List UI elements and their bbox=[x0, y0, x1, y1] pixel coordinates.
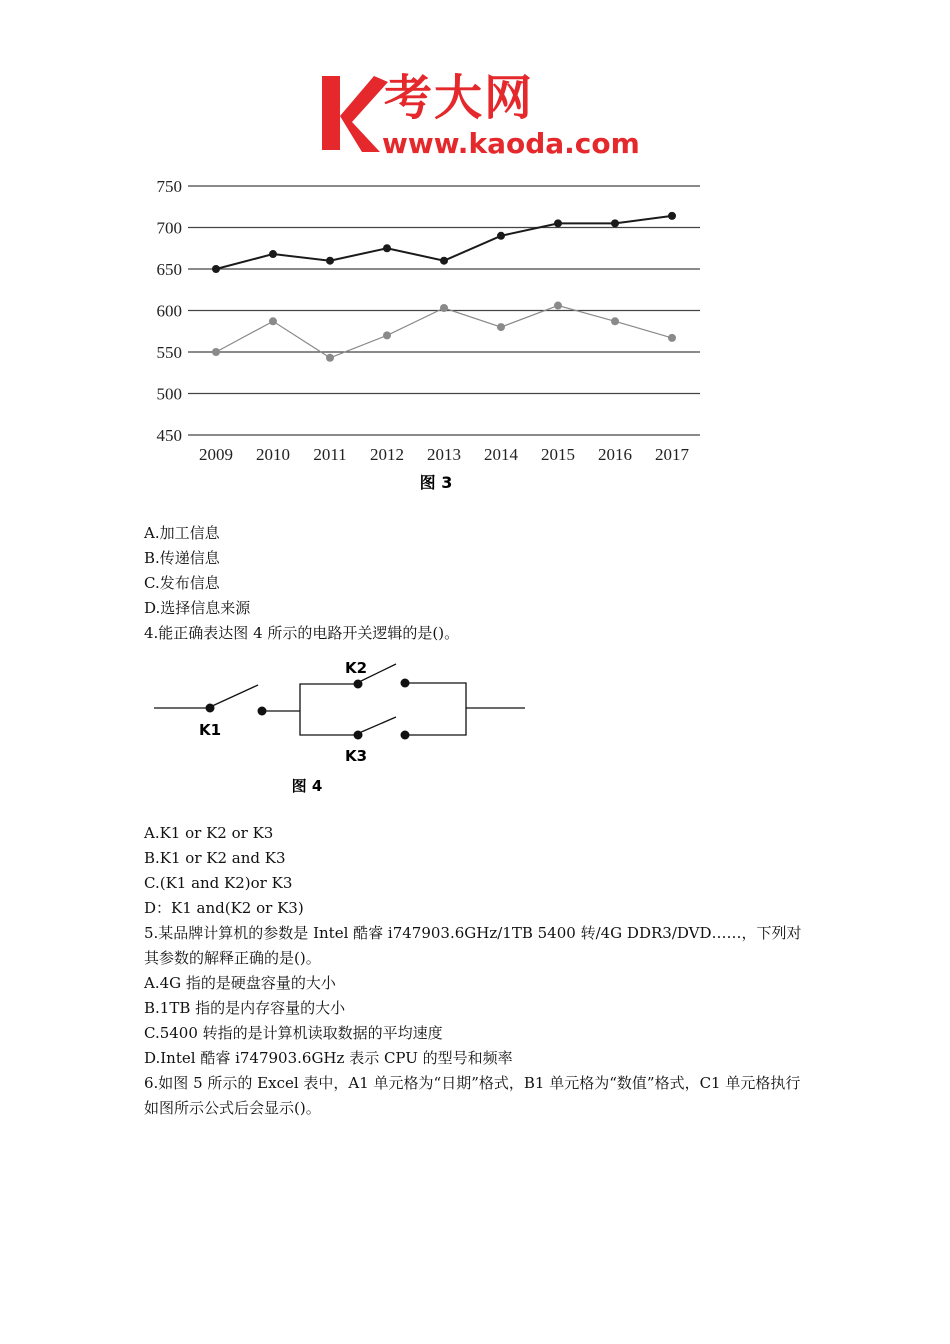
k2-terminal-dot bbox=[401, 679, 410, 688]
x-tick-2013: 2013 bbox=[427, 445, 461, 464]
x-tick-2011: 2011 bbox=[313, 445, 347, 464]
logo-url: www.kaoda.com bbox=[382, 127, 640, 160]
series-line-lower bbox=[216, 306, 672, 358]
data-point-lower-2017 bbox=[668, 334, 676, 342]
circuit-diagram bbox=[150, 655, 530, 800]
data-point-upper-2016 bbox=[611, 219, 619, 227]
line-chart bbox=[140, 170, 720, 500]
k3-contact-dot bbox=[354, 731, 363, 740]
switch-label-k2: K2 bbox=[344, 659, 368, 677]
y-tick-500: 500 bbox=[156, 384, 182, 404]
q5-option-c: C.5400 转指的是计算机读取数据的平均速度 bbox=[144, 1024, 443, 1042]
logo-brand: 考大网 bbox=[384, 70, 535, 126]
q5-option-a: A.4G 指的是硬盘容量的大小 bbox=[144, 974, 336, 992]
k3-terminal-dot bbox=[401, 731, 410, 740]
data-point-upper-2015 bbox=[554, 219, 562, 227]
y-tick-labels bbox=[157, 177, 183, 445]
chart-series bbox=[212, 212, 676, 362]
question-6-stem: 6.如图 5 所示的 Excel 表中，A1 单元格为“日期”格式，B1 单元格为“数值”格式，C1 单元格执行如图所示公式后会显示()。 bbox=[144, 1074, 801, 1117]
data-point-upper-2009 bbox=[212, 265, 220, 273]
x-tick-2014: 2014 bbox=[484, 445, 518, 464]
q4-option-b: B.K1 or K2 and K3 bbox=[144, 849, 286, 867]
x-tick-2010: 2010 bbox=[256, 445, 290, 464]
y-tick-750: 750 bbox=[156, 177, 182, 196]
option-d: D.选择信息来源 bbox=[144, 599, 251, 617]
data-point-upper-2017 bbox=[668, 212, 676, 220]
data-point-lower-2014 bbox=[497, 323, 505, 331]
q4-option-d: D：K1 and(K2 or K3) bbox=[144, 899, 304, 917]
q5-option-d: D.Intel 酷睿 i747903.6GHz 表示 CPU 的型号和频率 bbox=[144, 1049, 513, 1067]
question-5-stem: 5.某品牌计算机的参数是 Intel 酷睿 i747903.6GHz/1TB 5400 转/4G DDR3/DVD……，下列对其参数的解释正确的是()。 bbox=[144, 924, 802, 967]
data-point-upper-2012 bbox=[383, 244, 391, 252]
data-point-lower-2009 bbox=[212, 348, 220, 356]
switch-label-k3: K3 bbox=[344, 747, 368, 765]
data-point-lower-2015 bbox=[554, 302, 562, 310]
data-point-lower-2010 bbox=[269, 317, 277, 325]
figure-4-caption: 图 4 bbox=[291, 777, 323, 795]
k1-terminal-dot bbox=[258, 707, 267, 716]
k-logo-icon bbox=[318, 72, 388, 154]
figure-caption: 图 3 bbox=[419, 473, 453, 492]
x-tick-2016: 2016 bbox=[598, 445, 632, 464]
data-point-upper-2014 bbox=[497, 232, 505, 240]
data-point-upper-2010 bbox=[269, 250, 277, 258]
option-c: C.发布信息 bbox=[144, 574, 220, 592]
x-tick-2017: 2017 bbox=[655, 445, 689, 464]
x-tick-2012: 2012 bbox=[370, 445, 404, 464]
data-point-lower-2011 bbox=[326, 354, 334, 362]
x-tick-2015: 2015 bbox=[541, 445, 575, 464]
k2-contact-dot bbox=[354, 680, 363, 689]
q4-option-a: A.K1 or K2 or K3 bbox=[144, 824, 274, 842]
x-tick-labels bbox=[199, 445, 690, 464]
y-tick-550: 550 bbox=[156, 343, 182, 362]
y-tick-450: 450 bbox=[156, 426, 182, 445]
question-4-stem: 4.能正确表达图 4 所示的电路开关逻辑的是()。 bbox=[144, 624, 460, 642]
data-point-lower-2012 bbox=[383, 331, 391, 339]
k1-contact-dot bbox=[206, 704, 215, 713]
questions-4-to-6 bbox=[144, 821, 814, 1121]
kaoda-logo bbox=[318, 70, 648, 162]
option-a: A.加工信息 bbox=[144, 524, 220, 542]
data-point-upper-2013 bbox=[440, 257, 448, 265]
q4-option-c: C.(K1 and K2)or K3 bbox=[144, 874, 293, 892]
switch-label-k1: K1 bbox=[198, 721, 222, 739]
data-point-lower-2016 bbox=[611, 317, 619, 325]
x-tick-2009: 2009 bbox=[199, 445, 233, 464]
question-3-options bbox=[144, 521, 824, 646]
q5-option-b: B.1TB 指的是内存容量的大小 bbox=[144, 999, 346, 1017]
option-b: B.传递信息 bbox=[144, 549, 220, 567]
data-point-upper-2011 bbox=[326, 257, 334, 265]
data-point-lower-2013 bbox=[440, 304, 448, 312]
y-tick-650: 650 bbox=[156, 260, 182, 279]
y-tick-600: 600 bbox=[156, 301, 182, 321]
y-tick-700: 700 bbox=[156, 218, 182, 238]
